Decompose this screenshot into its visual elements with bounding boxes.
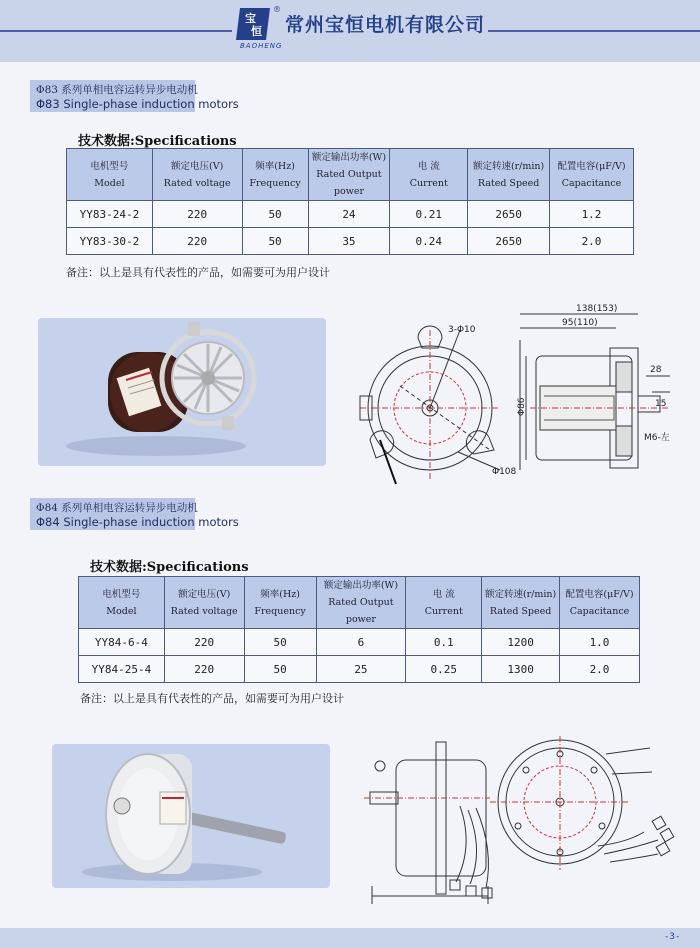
table-header-row (67, 149, 634, 201)
table-cell: 1.0 (560, 629, 640, 656)
header-cell: 额定输出功率(W) Rated Output power (316, 577, 406, 629)
header-cell: 额定电压(V) Rated voltage (164, 577, 244, 629)
label-length-total: 138(153) (576, 304, 618, 314)
table-cell: YY83-30-2 (67, 228, 153, 255)
header-cell: 电机型号 Model (67, 149, 153, 201)
section-2-remark: 备注：以上是具有代表性的产品，如需要可为用户设计 (80, 692, 344, 705)
table-cell: 2650 (468, 201, 550, 228)
table-cell: 220 (152, 201, 242, 228)
table-row (79, 656, 640, 683)
header-cell: 电 流 Current (406, 577, 482, 629)
label-dia-flange: Φ108 (492, 467, 517, 477)
header-cell: 配置电容(μF/V) Capacitance (560, 577, 640, 629)
section-1-photo-panel (38, 318, 326, 466)
company-name: 常州宝恒电机有限公司 (285, 14, 486, 36)
header-cell: 频率(Hz) Frequency (244, 577, 316, 629)
table-cell: 50 (244, 629, 316, 656)
section-2-technical-drawing (350, 736, 682, 916)
svg-text:宝: 宝 (245, 12, 256, 25)
section-1-technical-drawing (340, 300, 680, 490)
header-cell: 额定转速(r/min) Rated Speed (482, 577, 560, 629)
label-shaft-len: 28 (650, 365, 662, 375)
table-cell: 1.2 (550, 201, 634, 228)
table-row (67, 228, 634, 255)
table-cell: 0.25 (406, 656, 482, 683)
section-1-spec-table (66, 148, 634, 255)
registered-mark: ® (273, 5, 281, 14)
table-cell: YY84-6-4 (79, 629, 165, 656)
section-2-title-cn: Φ84 系列单相电容运转异步电动机 (36, 502, 198, 514)
table-cell: 25 (316, 656, 406, 683)
header-cell: 电 流 Current (390, 149, 468, 201)
table-cell: 0.21 (390, 201, 468, 228)
table-cell: 220 (152, 228, 242, 255)
table-row (67, 201, 634, 228)
header-cell: 额定转速(r/min) Rated Speed (468, 149, 550, 201)
section-2-title-en: Φ84 Single-phase induction motors (36, 515, 239, 529)
svg-text:恒: 恒 (251, 25, 262, 38)
motor-photo-2 (52, 744, 330, 888)
header-cell: 配置电容(μF/V) Capacitance (550, 149, 634, 201)
table-cell: 0.24 (390, 228, 468, 255)
label-thread: M6-左 (644, 433, 670, 443)
section-1-title-en: Φ83 Single-phase induction motors (36, 97, 239, 111)
header-cell: 额定输出功率(W) Rated Output power (308, 149, 390, 201)
motor-photo-1 (38, 318, 326, 466)
logo-text: BAOHENG (240, 42, 283, 50)
table-header-row (79, 577, 640, 629)
header-cell: 额定电压(V) Rated voltage (152, 149, 242, 201)
header-cell: 频率(Hz) Frequency (242, 149, 308, 201)
table-cell: 220 (164, 629, 244, 656)
section-1-remark: 备注：以上是具有代表性的产品，如需要可为用户设计 (66, 266, 330, 279)
section-2-spec-title: 技术数据:Specifications (90, 560, 249, 575)
table-cell: 1200 (482, 629, 560, 656)
table-row (79, 629, 640, 656)
section-1-spec-title: 技术数据:Specifications (78, 134, 237, 149)
footer-band (0, 928, 700, 948)
table-cell: 50 (244, 656, 316, 683)
page-number: -3- (664, 932, 681, 942)
header-rule-right (488, 30, 700, 32)
table-cell: 6 (316, 629, 406, 656)
section-2-photo-panel (52, 744, 330, 888)
label-holes: 3-Φ10 (448, 325, 476, 335)
table-cell: 2.0 (550, 228, 634, 255)
section-1-title-cn: Φ83 系列单相电容运转异步电动机 (36, 84, 198, 96)
table-cell: 2.0 (560, 656, 640, 683)
header-rule-left (0, 30, 232, 32)
table-cell: 24 (308, 201, 390, 228)
table-cell: YY83-24-2 (67, 201, 153, 228)
table-cell: 1300 (482, 656, 560, 683)
label-shaft-len2: 15 (655, 399, 667, 409)
table-cell: 50 (242, 228, 308, 255)
table-cell: YY84-25-4 (79, 656, 165, 683)
header-cell: 电机型号 Model (79, 577, 165, 629)
label-dia-body: Φ86 (517, 397, 527, 416)
section-2-spec-table (78, 576, 640, 683)
table-cell: 35 (308, 228, 390, 255)
table-cell: 50 (242, 201, 308, 228)
label-length-body: 95(110) (562, 318, 598, 328)
table-cell: 2650 (468, 228, 550, 255)
table-cell: 0.1 (406, 629, 482, 656)
company-logo (236, 6, 272, 42)
table-cell: 220 (164, 656, 244, 683)
